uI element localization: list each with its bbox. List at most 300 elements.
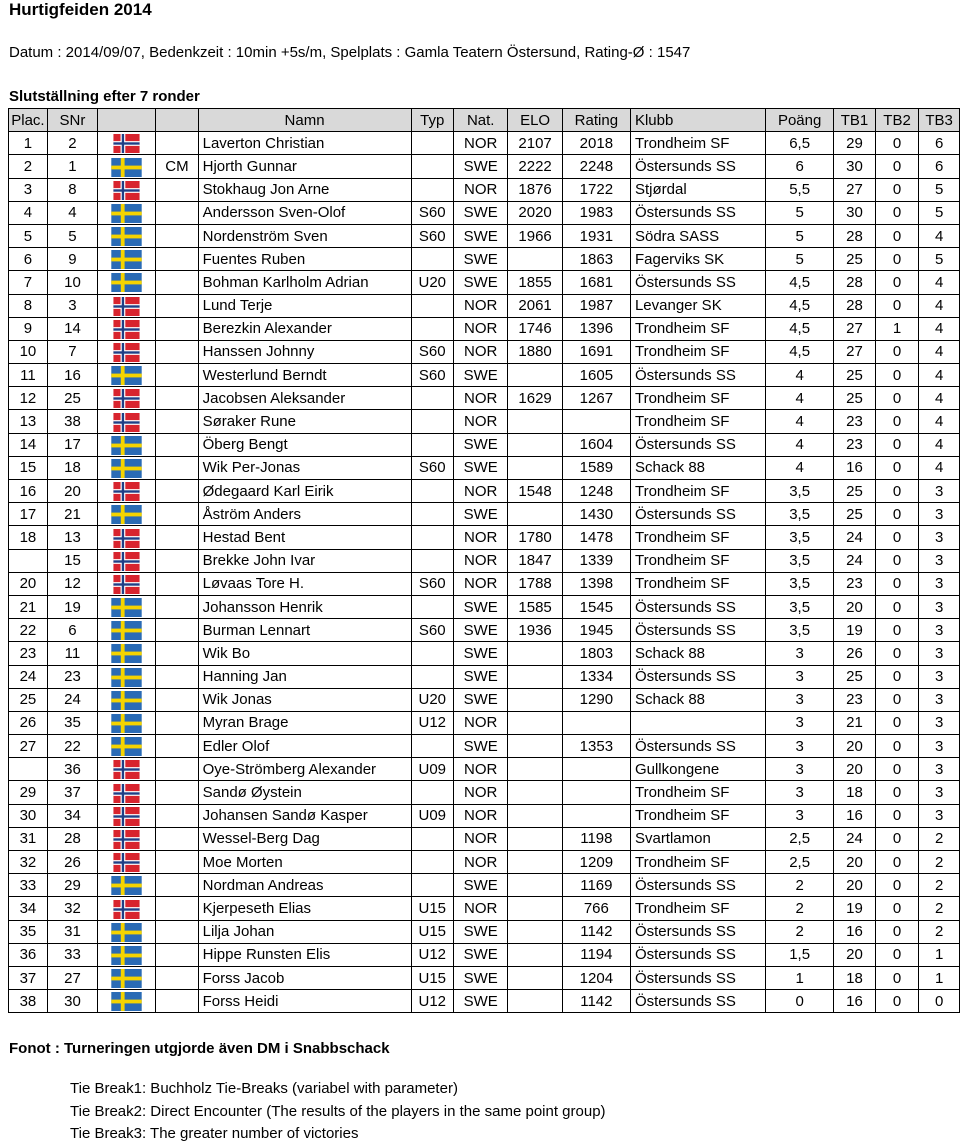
klubb-cell: Östersunds SS — [630, 990, 765, 1013]
nat-cell: SWE — [454, 619, 508, 642]
klubb-cell — [630, 711, 765, 734]
snr-cell: 20 — [47, 480, 97, 503]
snr-cell: 33 — [47, 943, 97, 966]
plac-cell: 1 — [9, 132, 48, 155]
nat-cell: SWE — [454, 433, 508, 456]
norway-flag-icon — [111, 830, 142, 849]
plac-cell: 21 — [9, 595, 48, 618]
norway-flag-icon — [111, 389, 142, 408]
tiebreak-2: Tie Break2: Direct Encounter (The results of the players in the same point group) — [70, 1103, 606, 1120]
snr-cell: 17 — [47, 433, 97, 456]
nat-cell: NOR — [454, 827, 508, 850]
table-row — [9, 966, 960, 989]
title-cell — [156, 526, 198, 549]
rating-cell: 1987 — [562, 294, 630, 317]
klubb-cell: Fagerviks SK — [630, 248, 765, 271]
name-cell: Brekke John Ivar — [198, 549, 411, 572]
name-cell: Wessel-Berg Dag — [198, 827, 411, 850]
tb3-cell: 6 — [919, 155, 960, 178]
flag-cell — [98, 619, 156, 642]
title-cell — [156, 735, 198, 758]
flag-cell — [98, 549, 156, 572]
tb1-cell: 28 — [834, 294, 876, 317]
flag-cell — [98, 456, 156, 479]
nat-cell: NOR — [454, 897, 508, 920]
snr-cell: 18 — [47, 456, 97, 479]
title-cell — [156, 711, 198, 734]
norway-flag-icon — [111, 575, 142, 594]
rating-cell — [562, 410, 630, 433]
tb2-cell: 0 — [875, 665, 919, 688]
snr-cell: 3 — [47, 294, 97, 317]
elo-cell — [508, 688, 562, 711]
tb3-cell: 3 — [919, 526, 960, 549]
table-row — [9, 410, 960, 433]
sweden-flag-icon — [111, 366, 142, 385]
klubb-cell: Schack 88 — [630, 688, 765, 711]
plac-cell: 24 — [9, 665, 48, 688]
rating-cell: 2248 — [562, 155, 630, 178]
poang-cell: 3 — [766, 642, 834, 665]
table-row — [9, 897, 960, 920]
plac-cell: 35 — [9, 920, 48, 943]
norway-flag-icon — [111, 320, 142, 339]
poang-cell: 2,5 — [766, 827, 834, 850]
col-title — [156, 109, 198, 132]
table-row — [9, 387, 960, 410]
typ-cell: U15 — [411, 966, 454, 989]
name-cell: Forss Heidi — [198, 990, 411, 1013]
tb3-cell: 4 — [919, 410, 960, 433]
sweden-flag-icon — [111, 691, 142, 710]
snr-cell: 25 — [47, 387, 97, 410]
tb1-cell: 25 — [834, 248, 876, 271]
elo-cell — [508, 758, 562, 781]
tb1-cell: 20 — [834, 874, 876, 897]
elo-cell — [508, 920, 562, 943]
tb3-cell: 3 — [919, 735, 960, 758]
name-cell: Myran Brage — [198, 711, 411, 734]
col-elo: ELO — [508, 109, 562, 132]
nat-cell: SWE — [454, 735, 508, 758]
typ-cell: S60 — [411, 456, 454, 479]
tb2-cell: 0 — [875, 456, 919, 479]
flag-cell — [98, 132, 156, 155]
tb1-cell: 29 — [834, 132, 876, 155]
elo-cell — [508, 410, 562, 433]
nat-cell: NOR — [454, 711, 508, 734]
tb2-cell: 0 — [875, 735, 919, 758]
table-row — [9, 735, 960, 758]
footnote: Fonot : Turneringen utgjorde även DM i Snabbschack — [9, 1040, 390, 1057]
table-row — [9, 619, 960, 642]
tb3-cell: 2 — [919, 874, 960, 897]
snr-cell: 29 — [47, 874, 97, 897]
flag-cell — [98, 155, 156, 178]
nat-cell: SWE — [454, 688, 508, 711]
tb1-cell: 28 — [834, 271, 876, 294]
klubb-cell: Östersunds SS — [630, 433, 765, 456]
klubb-cell: Östersunds SS — [630, 595, 765, 618]
poang-cell: 2,5 — [766, 851, 834, 874]
tb3-cell: 1 — [919, 943, 960, 966]
table-row — [9, 874, 960, 897]
nat-cell: SWE — [454, 456, 508, 479]
klubb-cell: Svartlamon — [630, 827, 765, 850]
elo-cell: 1936 — [508, 619, 562, 642]
rating-cell: 1430 — [562, 503, 630, 526]
name-cell: Hippe Runsten Elis — [198, 943, 411, 966]
klubb-cell: Schack 88 — [630, 456, 765, 479]
tb2-cell: 0 — [875, 549, 919, 572]
elo-cell — [508, 897, 562, 920]
typ-cell — [411, 503, 454, 526]
tb3-cell: 4 — [919, 456, 960, 479]
snr-cell: 30 — [47, 990, 97, 1013]
tb3-cell: 4 — [919, 294, 960, 317]
snr-cell: 27 — [47, 966, 97, 989]
title-cell — [156, 410, 198, 433]
name-cell: Berezkin Alexander — [198, 317, 411, 340]
flag-cell — [98, 804, 156, 827]
title-cell — [156, 688, 198, 711]
name-cell: Burman Lennart — [198, 619, 411, 642]
title-cell — [156, 943, 198, 966]
title-cell — [156, 619, 198, 642]
elo-cell: 1847 — [508, 549, 562, 572]
plac-cell: 14 — [9, 433, 48, 456]
tb1-cell: 20 — [834, 851, 876, 874]
tb2-cell: 0 — [875, 271, 919, 294]
flag-cell — [98, 364, 156, 387]
tb1-cell: 16 — [834, 920, 876, 943]
rating-cell: 1398 — [562, 572, 630, 595]
poang-cell: 2 — [766, 874, 834, 897]
tb1-cell: 19 — [834, 897, 876, 920]
sweden-flag-icon — [111, 158, 142, 177]
tb1-cell: 26 — [834, 642, 876, 665]
rating-cell: 1604 — [562, 433, 630, 456]
norway-flag-icon — [111, 900, 142, 919]
flag-cell — [98, 595, 156, 618]
title-cell: CM — [156, 155, 198, 178]
klubb-cell: Östersunds SS — [630, 920, 765, 943]
poang-cell: 6,5 — [766, 132, 834, 155]
flag-cell — [98, 572, 156, 595]
name-cell: Wik Bo — [198, 642, 411, 665]
tb2-cell: 0 — [875, 132, 919, 155]
poang-cell: 3 — [766, 665, 834, 688]
title-cell — [156, 781, 198, 804]
flag-cell — [98, 781, 156, 804]
flag-cell — [98, 503, 156, 526]
typ-cell — [411, 155, 454, 178]
typ-cell — [411, 827, 454, 850]
elo-cell — [508, 781, 562, 804]
nat-cell: SWE — [454, 990, 508, 1013]
typ-cell — [411, 595, 454, 618]
tb2-cell: 0 — [875, 711, 919, 734]
sweden-flag-icon — [111, 273, 142, 292]
tb1-cell: 24 — [834, 549, 876, 572]
snr-cell: 26 — [47, 851, 97, 874]
title-cell — [156, 665, 198, 688]
elo-cell — [508, 665, 562, 688]
name-cell: Edler Olof — [198, 735, 411, 758]
snr-cell: 6 — [47, 619, 97, 642]
tb2-cell: 0 — [875, 433, 919, 456]
nat-cell: SWE — [454, 364, 508, 387]
table-row — [9, 201, 960, 224]
nat-cell: NOR — [454, 804, 508, 827]
tb1-cell: 28 — [834, 224, 876, 247]
tb1-cell: 18 — [834, 781, 876, 804]
tb1-cell: 20 — [834, 943, 876, 966]
name-cell: Bohman Karlholm Adrian — [198, 271, 411, 294]
plac-cell: 33 — [9, 874, 48, 897]
norway-flag-icon — [111, 181, 142, 200]
tb2-cell: 0 — [875, 688, 919, 711]
norway-flag-icon — [111, 343, 142, 362]
table-row — [9, 526, 960, 549]
tb3-cell: 2 — [919, 920, 960, 943]
header-row — [9, 109, 960, 132]
name-cell: Stokhaug Jon Arne — [198, 178, 411, 201]
flag-cell — [98, 410, 156, 433]
snr-cell: 16 — [47, 364, 97, 387]
plac-cell: 29 — [9, 781, 48, 804]
tb2-cell: 0 — [875, 387, 919, 410]
rating-cell: 1290 — [562, 688, 630, 711]
elo-cell: 1966 — [508, 224, 562, 247]
snr-cell: 1 — [47, 155, 97, 178]
table-row — [9, 665, 960, 688]
tb1-cell: 16 — [834, 804, 876, 827]
col-namn: Namn — [198, 109, 411, 132]
sweden-flag-icon — [111, 923, 142, 942]
rating-cell: 1339 — [562, 549, 630, 572]
sweden-flag-icon — [111, 459, 142, 478]
rating-cell: 1194 — [562, 943, 630, 966]
plac-cell: 26 — [9, 711, 48, 734]
plac-cell: 37 — [9, 966, 48, 989]
plac-cell — [9, 549, 48, 572]
elo-cell: 2061 — [508, 294, 562, 317]
title-cell — [156, 827, 198, 850]
plac-cell: 30 — [9, 804, 48, 827]
typ-cell: S60 — [411, 340, 454, 363]
klubb-cell: Östersunds SS — [630, 966, 765, 989]
name-cell: Fuentes Ruben — [198, 248, 411, 271]
klubb-cell: Schack 88 — [630, 642, 765, 665]
title-cell — [156, 317, 198, 340]
title-cell — [156, 132, 198, 155]
table-row — [9, 248, 960, 271]
nat-cell: NOR — [454, 132, 508, 155]
klubb-cell: Trondheim SF — [630, 317, 765, 340]
tb2-cell: 0 — [875, 920, 919, 943]
elo-cell: 2020 — [508, 201, 562, 224]
poang-cell: 4 — [766, 387, 834, 410]
name-cell: Johansen Sandø Kasper — [198, 804, 411, 827]
klubb-cell: Östersunds SS — [630, 271, 765, 294]
sweden-flag-icon — [111, 714, 142, 733]
poang-cell: 3,5 — [766, 480, 834, 503]
standings-table — [8, 108, 960, 1013]
snr-cell: 5 — [47, 224, 97, 247]
klubb-cell: Östersunds SS — [630, 155, 765, 178]
nat-cell: SWE — [454, 248, 508, 271]
plac-cell: 8 — [9, 294, 48, 317]
plac-cell: 31 — [9, 827, 48, 850]
table-row — [9, 804, 960, 827]
title-cell — [156, 990, 198, 1013]
table-row — [9, 456, 960, 479]
klubb-cell: Östersunds SS — [630, 943, 765, 966]
nat-cell: NOR — [454, 572, 508, 595]
flag-cell — [98, 433, 156, 456]
flag-cell — [98, 387, 156, 410]
typ-cell: S60 — [411, 224, 454, 247]
tb2-cell: 0 — [875, 758, 919, 781]
elo-cell — [508, 248, 562, 271]
title-cell — [156, 201, 198, 224]
name-cell: Åström Anders — [198, 503, 411, 526]
tb3-cell: 1 — [919, 966, 960, 989]
snr-cell: 7 — [47, 340, 97, 363]
table-row — [9, 688, 960, 711]
title-cell — [156, 897, 198, 920]
rating-cell: 1204 — [562, 966, 630, 989]
tb1-cell: 16 — [834, 990, 876, 1013]
sweden-flag-icon — [111, 668, 142, 687]
flag-cell — [98, 665, 156, 688]
snr-cell: 36 — [47, 758, 97, 781]
flag-cell — [98, 224, 156, 247]
flag-cell — [98, 688, 156, 711]
sweden-flag-icon — [111, 250, 142, 269]
tb1-cell: 16 — [834, 456, 876, 479]
klubb-cell: Trondheim SF — [630, 340, 765, 363]
tb1-cell: 27 — [834, 317, 876, 340]
plac-cell: 27 — [9, 735, 48, 758]
flag-cell — [98, 317, 156, 340]
poang-cell: 4 — [766, 456, 834, 479]
typ-cell — [411, 642, 454, 665]
name-cell: Søraker Rune — [198, 410, 411, 433]
name-cell: Jacobsen Aleksander — [198, 387, 411, 410]
table-row — [9, 271, 960, 294]
typ-cell: S60 — [411, 201, 454, 224]
tb2-cell: 1 — [875, 317, 919, 340]
nat-cell: NOR — [454, 317, 508, 340]
tb3-cell: 4 — [919, 317, 960, 340]
rating-cell: 1605 — [562, 364, 630, 387]
elo-cell: 2107 — [508, 132, 562, 155]
klubb-cell: Östersunds SS — [630, 619, 765, 642]
tb1-cell: 27 — [834, 178, 876, 201]
table-row — [9, 155, 960, 178]
tb2-cell: 0 — [875, 480, 919, 503]
table-row — [9, 781, 960, 804]
tb2-cell: 0 — [875, 897, 919, 920]
snr-cell: 35 — [47, 711, 97, 734]
plac-cell: 38 — [9, 990, 48, 1013]
elo-cell: 1629 — [508, 387, 562, 410]
snr-cell: 31 — [47, 920, 97, 943]
rating-cell: 1353 — [562, 735, 630, 758]
nat-cell: NOR — [454, 178, 508, 201]
nat-cell: SWE — [454, 503, 508, 526]
elo-cell — [508, 711, 562, 734]
col-flag — [98, 109, 156, 132]
snr-cell: 37 — [47, 781, 97, 804]
plac-cell: 6 — [9, 248, 48, 271]
plac-cell: 13 — [9, 410, 48, 433]
poang-cell: 4,5 — [766, 294, 834, 317]
flag-cell — [98, 920, 156, 943]
plac-cell: 12 — [9, 387, 48, 410]
tb3-cell: 3 — [919, 595, 960, 618]
typ-cell — [411, 132, 454, 155]
tb3-cell: 4 — [919, 340, 960, 363]
standings-subtitle: Slutställning efter 7 ronder — [9, 88, 200, 105]
rating-cell — [562, 711, 630, 734]
tb1-cell: 24 — [834, 827, 876, 850]
typ-cell — [411, 735, 454, 758]
flag-cell — [98, 294, 156, 317]
nat-cell: NOR — [454, 294, 508, 317]
snr-cell: 22 — [47, 735, 97, 758]
title-cell — [156, 549, 198, 572]
plac-cell: 5 — [9, 224, 48, 247]
col-snr: SNr — [47, 109, 97, 132]
poang-cell: 0 — [766, 990, 834, 1013]
name-cell: Wik Jonas — [198, 688, 411, 711]
nat-cell: SWE — [454, 201, 508, 224]
tb3-cell: 4 — [919, 271, 960, 294]
tb2-cell: 0 — [875, 619, 919, 642]
flag-cell — [98, 201, 156, 224]
typ-cell: U15 — [411, 897, 454, 920]
nat-cell: NOR — [454, 781, 508, 804]
tb3-cell: 2 — [919, 827, 960, 850]
tb2-cell: 0 — [875, 178, 919, 201]
snr-cell: 15 — [47, 549, 97, 572]
plac-cell: 36 — [9, 943, 48, 966]
tb1-cell: 24 — [834, 526, 876, 549]
rating-cell: 1545 — [562, 595, 630, 618]
tb2-cell: 0 — [875, 364, 919, 387]
norway-flag-icon — [111, 853, 142, 872]
sweden-flag-icon — [111, 621, 142, 640]
rating-cell: 1803 — [562, 642, 630, 665]
table-row — [9, 317, 960, 340]
table-row — [9, 851, 960, 874]
tiebreak-1: Tie Break1: Buchholz Tie-Breaks (variabel with parameter) — [70, 1080, 458, 1097]
poang-cell: 4 — [766, 433, 834, 456]
rating-cell — [562, 758, 630, 781]
typ-cell: U12 — [411, 990, 454, 1013]
klubb-cell: Trondheim SF — [630, 897, 765, 920]
klubb-cell: Stjørdal — [630, 178, 765, 201]
poang-cell: 2 — [766, 897, 834, 920]
flag-cell — [98, 943, 156, 966]
nat-cell: SWE — [454, 155, 508, 178]
tb3-cell: 3 — [919, 549, 960, 572]
sweden-flag-icon — [111, 505, 142, 524]
plac-cell: 18 — [9, 526, 48, 549]
